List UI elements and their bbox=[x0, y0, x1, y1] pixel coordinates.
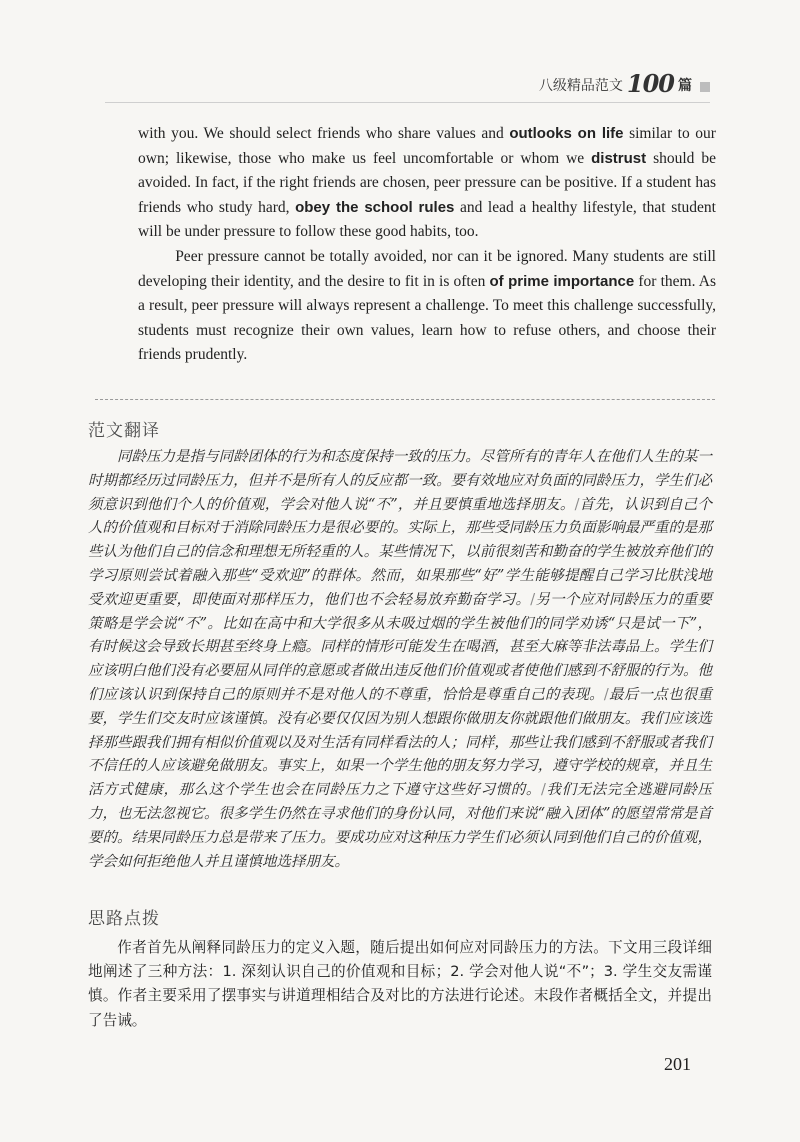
text-run: for them. As a result, peer pressure will always represent a challenge. To meet this challenge successfully, students must recognize their own values, learn how to refuse others, and choose their friends prudently. bbox=[138, 272, 716, 364]
translation-part: 首先，认识到自己个人的价值观和目标对于消除同龄压力是很必要的。实际上，那些受同龄压力负面影响最严重的是那些认为他们自己的信念和理想无所轻重的人。某些情况下，以前很刻苦和勤奋的学生被放弃他们的学习原则尝试着融入那些“受欢迎”的群体。然而，如果那些“好”学生能够提醒自己学习比肤浅地受欢迎更重要，即使面对那样压力，他们也不会轻易放弃勤奋学习。 bbox=[88, 496, 712, 608]
translation-paragraph bbox=[88, 446, 712, 874]
bold-phrase: obey the school rules bbox=[295, 198, 455, 216]
page-number: 201 bbox=[664, 1054, 691, 1074]
translation-section-title: 范文翻译 bbox=[88, 421, 160, 441]
bold-phrase: of prime importance bbox=[489, 272, 635, 290]
header-divider bbox=[105, 102, 710, 103]
text-run: with you. We should select friends who share values and bbox=[138, 125, 510, 142]
slash-separator: / bbox=[541, 782, 546, 799]
slash-separator: / bbox=[574, 496, 580, 513]
running-header bbox=[538, 69, 710, 98]
translation-text bbox=[88, 446, 712, 874]
slash-separator: / bbox=[603, 686, 609, 703]
header-square-icon bbox=[700, 82, 710, 92]
book-series-number: 100 bbox=[626, 69, 674, 98]
text-run: and lead a healthy lifestyle, that student will be under pressure to follow these good habits, too. bbox=[138, 198, 716, 241]
book-series-title: 八级精品范文 bbox=[538, 78, 623, 94]
analysis-text bbox=[88, 936, 712, 1033]
essay-paragraph bbox=[138, 122, 716, 245]
book-series-unit: 篇 bbox=[678, 78, 692, 94]
translation-part: 我们无法完全逃避同龄压力，也无法忽视它。很多学生仍然在寻求他们的身份认同，对他们来说“融入团体”的愿望常常是首要的。结果同龄压力总是带来了压力。要成功应对这种压力学生们必须认同到他们自己的价值观，学会如何拒绝他人并且谨慎地选择朋友。 bbox=[88, 782, 713, 870]
bold-phrase: distrust bbox=[591, 149, 647, 167]
translation-part: 最后一点也很重要，学生们交友时应该谨慎。没有必要仅仅因为别人想跟你做朋友你就跟他们做朋友。我们应该选择那些跟我们拥有相似价值观以及对生活有同样看法的人；同样，那些让我们感到不舒服或者我们不信任的人应该避免做朋友。事实上，如果一个学生他的朋友努力学习，遵守学校的规章，并且生活方式健康，那么这个学生也会在同龄压力之下遵守这些好习惯的。 bbox=[88, 686, 712, 799]
text-run: similar to our own; likewise, those who make us feel uncomfortable or whom we bbox=[138, 125, 716, 167]
text-run: should be avoided. In fact, if the right friends are chosen, peer pressure can be positive. If a student has friends who study hard, bbox=[138, 149, 716, 216]
translation-part: 另一个应对同龄压力的重要策略是学会说“不”。比如在高中和大学很多从未吸过烟的学生被他们的同学劝诱“只是试一下”，有时候这会导致长期甚至终身上瘾。同样的情形可能发生在喝酒，甚至大麻等非法毒品上。学生们应该明白他们没有必要屈从同伴的意愿或者做出违反他们价值观或者使他们感到不舒服的行为。他们应该认识到保持自己的原则并不是对他人的不尊重，恰恰是尊重自己的表现。 bbox=[88, 591, 712, 703]
essay-paragraph bbox=[138, 245, 716, 368]
analysis-paragraph: 作者首先从阐释同龄压力的定义入题，随后提出如何应对同龄压力的方法。下文用三段详细地阐述了三种方法：1. 深刻认识自己的价值观和目标；2. 学会对他人说“不”；3. 学生交友需谨慎。作者主要采用了摆事实与讲道理相结合及对比的方法进行论述。末段作者概括全文，并提出了告诫。 bbox=[88, 939, 712, 1029]
translation-part: 同龄压力是指与同龄团体的行为和态度保持一致的压力。尽管所有的青年人在他们人生的某一时期都经历过同龄压力，但并不是所有人的反应都一致。要有效地应对负面的同龄压力，学生们必须意识到他们个人的价值观，学会对他人说“不”，并且要慎重地选择朋友。 bbox=[88, 449, 712, 513]
text-run: Peer pressure cannot be totally avoided, nor can it be ignored. Many students are still developing their identity, and the desire to fit in is often bbox=[138, 247, 716, 290]
slash-separator: / bbox=[530, 591, 536, 608]
essay-text bbox=[138, 122, 716, 368]
bold-phrase: outlooks on life bbox=[509, 125, 624, 142]
section-divider bbox=[95, 399, 715, 400]
analysis-section-title: 思路点拨 bbox=[88, 909, 160, 929]
